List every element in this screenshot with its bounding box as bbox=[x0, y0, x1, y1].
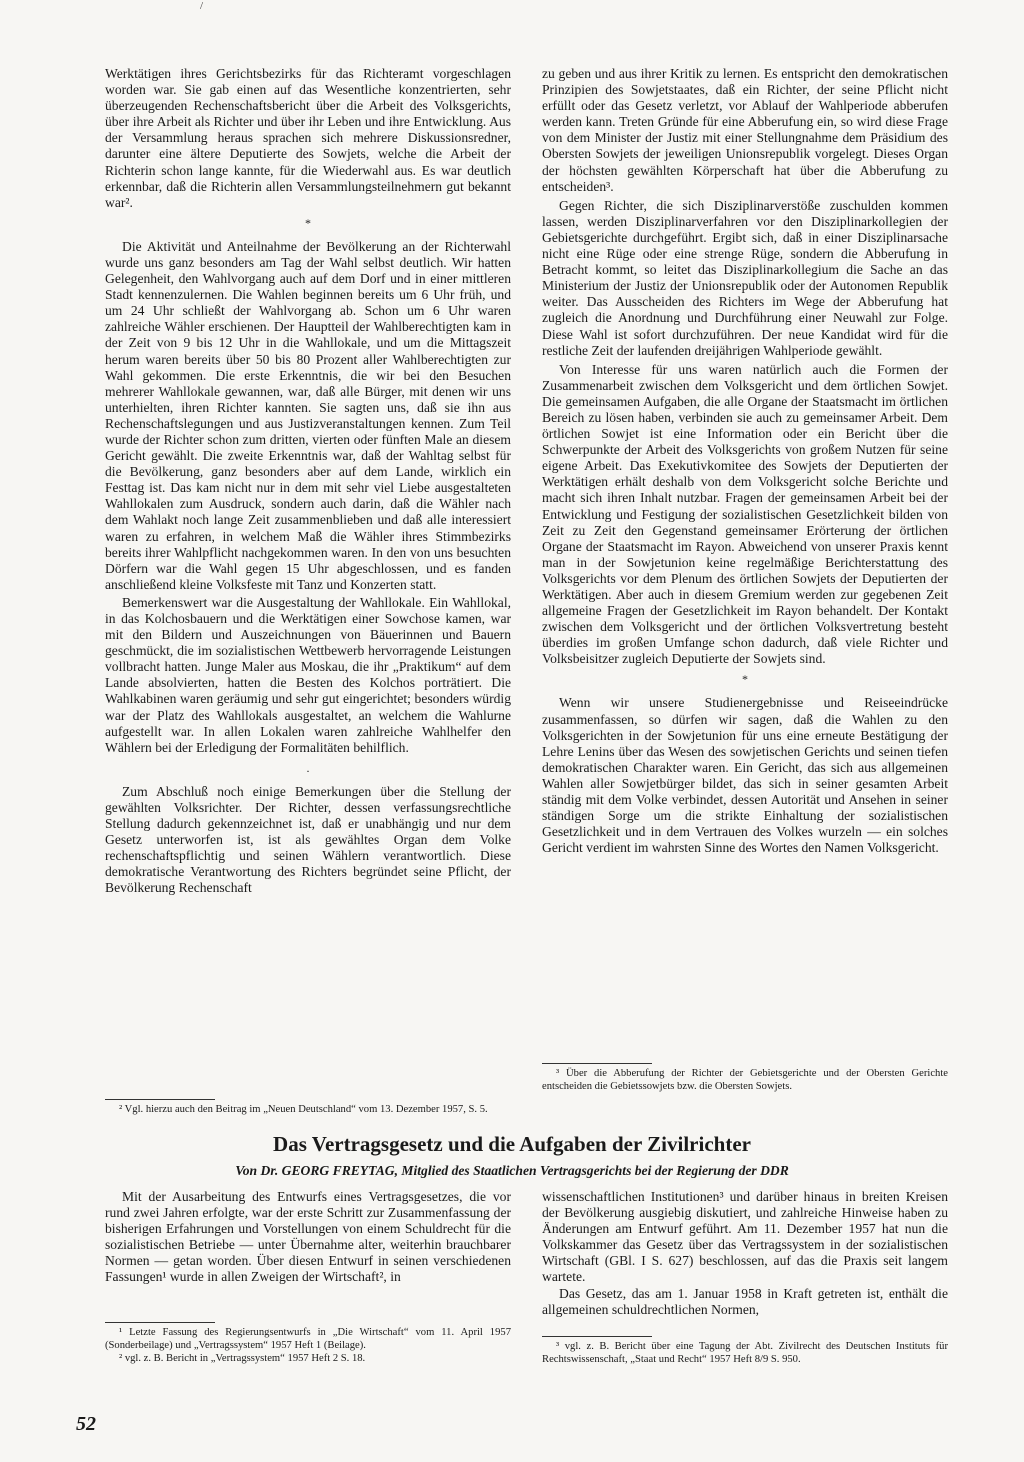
footnote-rule bbox=[542, 1063, 652, 1064]
article-byline: Von Dr. GEORG FREYTAG, Mitglied des Staatlichen Vertragsgerichts bei der Regierung der DDR bbox=[235, 1163, 789, 1178]
footnote-rule bbox=[105, 1322, 215, 1323]
footnote-text: ¹ Letzte Fassung des Regierungsentwurfs in „Die Wirtschaft“ vom 11. April 1957 (Sonderbeilage) und „Vertragssystem“ 1957 Heft 1 (Beilage). bbox=[105, 1327, 511, 1351]
section-separator: * bbox=[305, 215, 311, 230]
paragraph: zu geben und aus ihrer Kritik zu lernen. Es entspricht den demokratischen Prinzipien des Sowjetstaates, daß ein Richter, der seine Pflicht nicht erfüllt oder das Gesetz verletzt, vor Ablauf der Wahlperiode abberufen werden kann. Treten Gründe für eine Abberufung ein, so wird diese Frage von dem Minister der Justiz mit einer Stellungnahme dem Präsidium des Obersten Sowjets der jeweiligen Unionsrepublik vorgelegt. Dieses Organ der höchsten gewählten Körperschaft hat über die Abberufung zu entscheiden³. bbox=[542, 66, 948, 194]
paragraph: Die Aktivität und Anteilnahme der Bevölkerung an der Richterwahl wurde uns ganz besonders am Tag der Wahl selbst deutlich. Wir hatten Gelegenheit, den Wahlvorgang auch auf dem Dorf und in einer mittleren Stadt kennenzulernen. Die Wahlen beginnen bereits um 6 Uhr früh, und um 24 Uhr schließt der Wahlvorgang ab. Schon um 6 Uhr waren zahlreiche Wähler erschienen. Der Hauptteil der Wahlberechtigten kam in der Zeit von 9 bis 12 Uhr in die Wahllokale, und um die Mittagszeit herum waren bereits über 50 bis 80 Prozent aller Wahlberechtigten zur Wahl gekommen. Die erste Erkenntnis, die wir bei den Besuchen mehrerer Wahllokale gewannen, war, daß alle Bürger, mit denen wir uns unterhielten, ihren Richter kannten. Sie sagten uns, daß sie ihn aus Rechenschaftslegungen und aus Justizveranstaltungen kennen. Zum Teil wurde der Richter schon zum dritten, vierten oder fünften Male an diesem Gericht gewählt. Die zweite Erkenntnis war, daß der Wahltag selbst für die Bevölkerung, ganz besonders aber auf dem Lande, wirklich ein Festtag ist. Das kam nicht nur in dem mit sehr viel Liebe ausgestalteten Wahllokalen zum Ausdruck, sondern auch darin, daß die Wähler nach dem Wahlakt noch lange Zeit zusammenblieben und daß alle interessiert waren zu erfahren, in welchem Maß die Wähler ihres Stimmbezirks bereits ihrer Wahlpflicht nachgekommen waren. In den von uns besuchten Dörfern war die Wahl gegen 15 Uhr abgeschlossen, und es fanden anschließend kleine Volksfeste mit Tanz und Konzerten statt. bbox=[105, 238, 511, 592]
paragraph: Werktätigen ihres Gerichtsbezirks für das Richteramt vorgeschlagen worden war. Sie gab einen auf das Wesentliche konzentrierten, sehr überzeugenden Rechenschaftsbericht über die Arbeit des Volksgerichts, über ihre Arbeit als Richter und über ihr Leben und ihre Entwicklung. Aus der Versammlung heraus sprachen sich mehrere Diskussionsredner, darunter eine ältere Deputierte des Sowjets, welche die Arbeit der Richterin schon lange kannte, für die Wiederwahl aus. Es war deutlich erkennbar, daß die Richterin allen Versammlungsteilnehmern gut bekannt war². bbox=[105, 66, 511, 210]
upper-left-column bbox=[105, 66, 511, 897]
paragraph: Bemerkenswert war die Ausgestaltung der Wahllokale. Ein Wahllokal, in das Kolchosbauern und die Werktätigen einer Sowchose kamen, war mit den Bildern und Auszeichnungen von Bäuerinnen und Bauern geschmückt, die im sozialistischen Wettbewerb hervorragende Leistungen vollbracht hatten. Junge Maler aus Moskau, die ihr „Praktikum“ auf dem Lande absolvierten, hatten die Besten des Kolchos porträtiert. Die Wahlkabinen waren geräumig und sehr gut eingerichtet; besonders würdig war der Platz des Wahllokals ausgestaltet, an welchem die Wahlurne aufgestellt war. In allen Lokalen waren zahlreiche Wahlhelfer den Wählern bei der Erledigung der Formalitäten behilflich. bbox=[105, 594, 511, 755]
section-separator: . bbox=[306, 760, 310, 775]
article-title: Das Vertragsgesetz und die Aufgaben der Zivilrichter bbox=[273, 1132, 751, 1156]
paragraph: Gegen Richter, die sich Disziplinarverstöße zuschulden kommen lassen, werden Disziplinarverfahren vor den Disziplinarkollegien der Gebietsgerichte durchgeführt. Ergibt sich, daß in einer Disziplinarsache nicht eine Rüge oder eine strenge Rüge, sondern die Abberufung in Betracht kommt, so leitet das Disziplinarkollegium die Sache an das Ministerium der Justiz der Unionsrepublik oder der Autonomen Republik weiter. Das Ausscheiden des Richters im Wege der Abberufung hat zugleich die Anordnung und Durchführung einer Neuwahl zur Folge. Diese Wahl ist sofort durchzuführen. Der neue Kandidat wird für die restliche Zeit der laufenden dreijährigen Wahlperiode gewählt. bbox=[542, 197, 948, 358]
footnote-text: ² Vgl. hierzu auch den Beitrag im „Neuen Deutschland“ vom 13. Dezember 1957, S. 5. bbox=[119, 1104, 488, 1115]
footnote-text: ³ Über die Abberufung der Richter der Gebietsgerichte und der Obersten Gerichte entscheiden die Gebietssowjets bzw. die Obersten Sowjets. bbox=[542, 1068, 948, 1092]
footnote bbox=[542, 1068, 948, 1094]
footnote-rule bbox=[542, 1336, 652, 1337]
paragraph: wissenschaftlichen Institutionen³ und darüber hinaus in breiten Kreisen der Bevölkerung ausgiebig diskutiert, und zahlreiche Hinweise haben zu Änderungen am Entwurf geführt. Am 11. Dezember 1957 hat nun die Volkskammer das Gesetz über das Vertragssystem in der sozialistischen Wirtschaft (GBl. I S. 627) beschlossen, auf das die Praxis seit langem wartete. bbox=[542, 1189, 948, 1285]
footnote bbox=[105, 1327, 511, 1367]
footnote bbox=[105, 1104, 511, 1118]
footnote-text: ² vgl. z. B. Bericht in „Vertragssystem“ 1957 Heft 2 S. 18. bbox=[119, 1353, 366, 1365]
paragraph: Wenn wir unsere Studienergebnisse und Reiseeindrücke zusammenfassen, so dürfen wir sagen, daß die Wahlen zu den Volksgerichten in der Sowjetunion für uns eine erneute Bestätigung der Lehre Lenins über das Wesen des sowjetischen Gerichts und seinen tiefen demokratischen Charakter waren. Ein Gericht, das sich aus allgemeinen Wahlen aller Sowjetbürger bildet, das sich in seiner gesamten Arbeit ständig mit dem Volke verbindet, dessen Autorität und Ansehen in seiner ständigen Sorge um die strikte Einhaltung der sozialistischen Gesetzlichkeit und in dem Vertrauen des Volkes wurzeln — ein solches Gericht verdient im wahrsten Sinne des Wortes den Namen Volksgericht. bbox=[542, 695, 948, 856]
article-left-column bbox=[105, 1189, 511, 1286]
footnote-text: ³ vgl. z. B. Bericht über eine Tagung der Abt. Zivilrecht des Deutschen Instituts für Rechtswissenschaft, „Staat und Recht“ 1957 Heft 8/9 S. 950. bbox=[542, 1341, 948, 1365]
paragraph: Das Gesetz, das am 1. Januar 1958 in Kraft getreten ist, enthält die allgemeinen schuldrechtlichen Normen, bbox=[542, 1285, 948, 1317]
paragraph: Mit der Ausarbeitung des Entwurfs eines Vertragsgesetzes, die vor rund zwei Jahren erfolgte, war der erste Schritt zur Zusammenfassung der bisherigen Erfahrungen und Vorstellungen von einem Schuldrecht für die sozialistischen Betriebe — unter Übernahme alter, weiterhin brauchbarer Normen — getan worden. Über diesen Entwurf in seinen verschiedenen Fassungen¹ wurde in allen Zweigen der Wirtschaft², in bbox=[105, 1189, 511, 1285]
footnote-rule bbox=[105, 1099, 215, 1100]
paragraph: Von Interesse für uns waren natürlich auch die Formen der Zusammenarbeit zwischen dem Volksgericht und dem örtlichen Sowjet. Die gemeinsamen Aufgaben, die alle Organe der Staatsmacht im örtlichen Bereich zu lösen haben, verbinden sie auch zu gemeinsamer Arbeit. Dem örtlichen Sowjet ist eine Information oder ein Bericht über die Schwerpunkte der Arbeit des Volksgerichts von großem Nutzen für seine eigene Arbeit. Das Exekutivkomitee des Sowjets der Deputierten der Werktätigen erhält deshalb von dem Volksgericht solche Berichte und macht sich ihren Inhalt nutzbar. Fragen der gemeinsamen Arbeit bei der Entwicklung und Festigung der sozialistischen Gesetzlichkeit bilden von Zeit zu Zeit den Gegenstand gemeinsamer Erörterung der örtlichen Organe der Staatsmacht im Rayon. Abweichend von unserer Praxis kennt man in der Sowjetunion keine regelmäßige Berichterstattung des Volksgerichts vor dem Plenum des örtlichen Sowjets der Deputierten der Werktätigen. Aber auch in diesem Gremium werden zur gegebenen Zeit allgemeine Fragen der Gesetzlichkeit im Rayon behandelt. Der Kontakt zwischen dem Volksgericht und der örtlichen Volksvertretung besteht überdies im großen Umfange schon dadurch, daß viele Richter und Volksbeisitzer zugleich Deputierte der Sowjets sind. bbox=[542, 361, 948, 667]
upper-right-column bbox=[542, 66, 948, 856]
page-number: 52 bbox=[76, 1413, 96, 1435]
article-right-column bbox=[542, 1189, 948, 1318]
paragraph: Zum Abschluß noch einige Bemerkungen über die Stellung der gewählten Volksrichter. Der Richter, dessen verfassungsrechtliche Stellung dadurch gekennzeichnet ist, daß er unabhängig und nur dem Gesetz unterworfen ist, ist als gewähltes Organ dem Volke rechenschaftspflichtig und seinen Wählern verantwortlich. Diese demokratische Verantwortung des Richters begründet seine Pflicht, der Bevölkerung Rechenschaft bbox=[105, 783, 511, 896]
section-separator: * bbox=[742, 672, 748, 687]
top-margin-mark: / bbox=[200, 0, 204, 12]
footnote bbox=[542, 1341, 948, 1367]
